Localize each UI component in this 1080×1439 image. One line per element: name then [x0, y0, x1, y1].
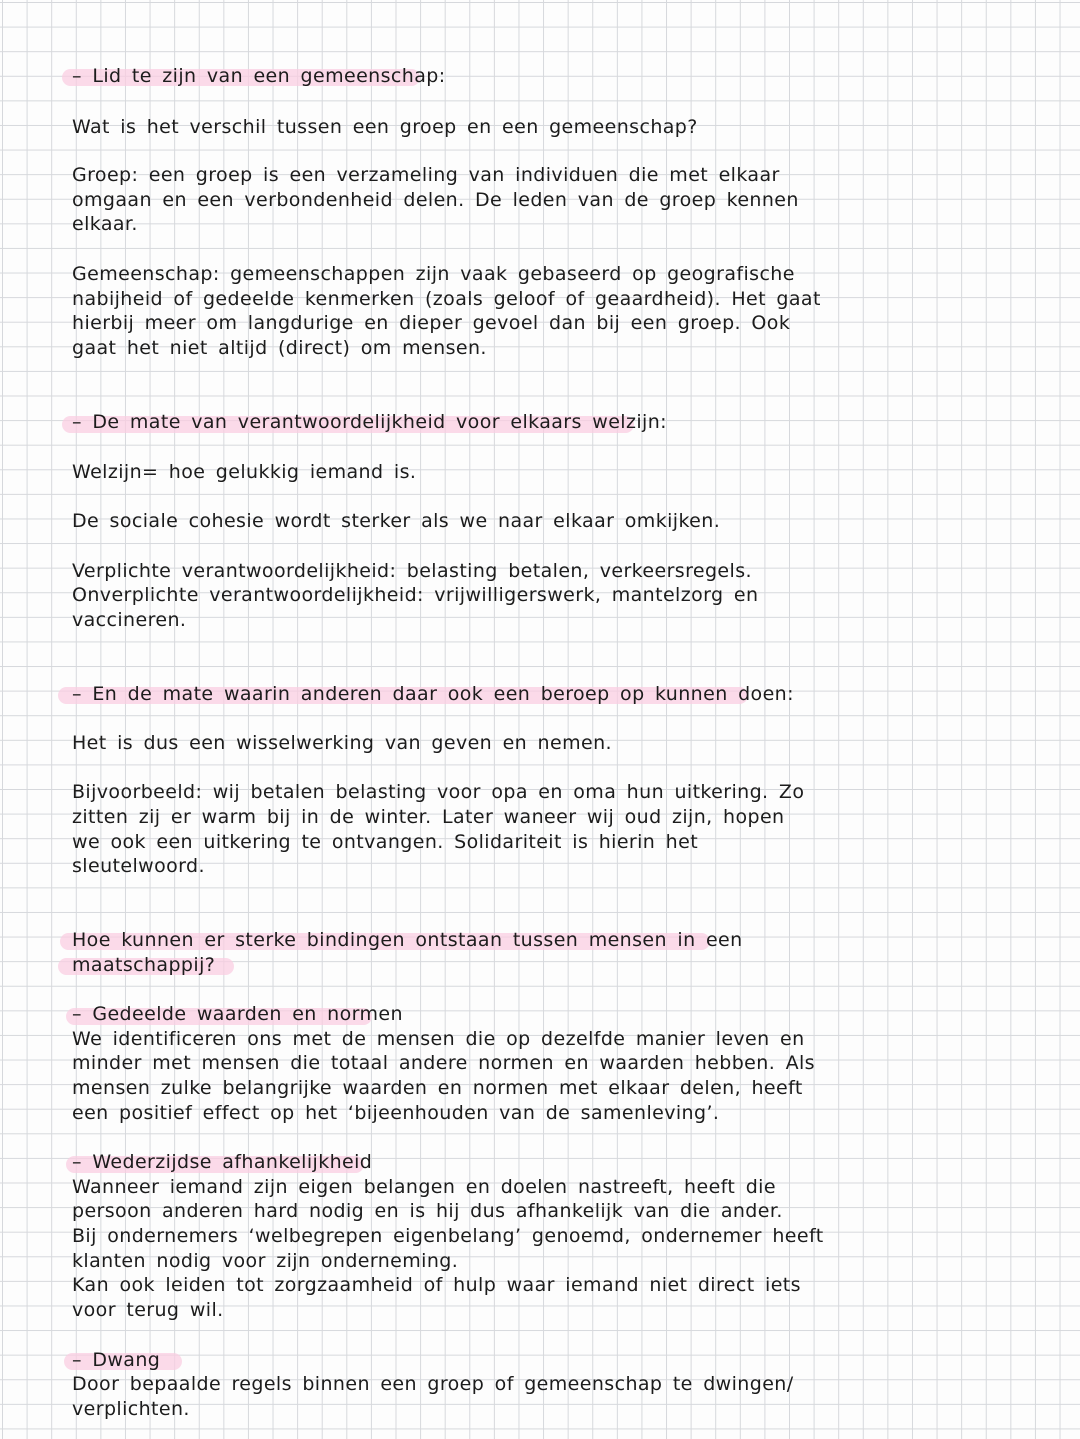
- paragraph-line: we ook een uitkering te ontvangen. Solidariteit is hierin het: [72, 831, 699, 853]
- paragraph-line: een positief effect op het ‘bijeenhouden van de samenleving’.: [72, 1102, 720, 1124]
- paragraph-line: voor terug wil.: [72, 1299, 224, 1321]
- paragraph-line: Bij ondernemers ‘welbegrepen eigenbelang’ genoemd, ondernemer heeft: [72, 1225, 824, 1247]
- subheading-waarden-normen: – Gedeelde waarden en normen: [72, 1003, 403, 1025]
- paragraph-line: Het is dus een wisselwerking van geven en nemen.: [72, 732, 612, 754]
- subheading-dwang: – Dwang: [72, 1349, 161, 1371]
- paragraph-line: Wanneer iemand zijn eigen belangen en doelen nastreeft, heeft die: [72, 1176, 776, 1198]
- paragraph-line: persoon anderen hard nodig en is hij dus afhankelijk van die ander.: [72, 1200, 783, 1222]
- paragraph-line: Onverplichte verantwoordelijkheid: vrijwilligerswerk, mantelzorg en: [72, 584, 759, 606]
- heading-bindingen-cont: maatschappij?: [72, 954, 216, 976]
- paragraph-line: sleutelwoord.: [72, 855, 205, 877]
- paragraph-line: klanten nodig voor zijn onderneming.: [72, 1250, 459, 1272]
- paragraph-line: We identificeren ons met de mensen die op dezelfde manier leven en: [72, 1028, 805, 1050]
- paragraph-line: Groep: een groep is een verzameling van individuen die met elkaar: [72, 164, 780, 186]
- question-text: Wat is het verschil tussen een groep en een gemeenschap?: [72, 116, 698, 138]
- paragraph-line: Kan ook leiden tot zorgzaamheid of hulp waar iemand niet direct iets: [72, 1274, 801, 1296]
- paragraph-line: gaat het niet altijd (direct) om mensen.: [72, 337, 487, 359]
- paragraph-line: zitten zij er warm bij in de winter. Later waneer wij oud zijn, hopen: [72, 806, 785, 828]
- paragraph-line: vaccineren.: [72, 609, 187, 631]
- paragraph-line: minder met mensen die totaal andere normen en waarden hebben. Als: [72, 1052, 815, 1074]
- heading-lid-gemeenschap: – Lid te zijn van een gemeenschap:: [72, 65, 446, 87]
- heading-beroep: – En de mate waarin anderen daar ook een beroep op kunnen doen:: [72, 683, 794, 705]
- paragraph-line: Door bepaalde regels binnen een groep of gemeenschap te dwingen/: [72, 1373, 794, 1395]
- paragraph-line: verplichten.: [72, 1398, 190, 1420]
- heading-bindingen: Hoe kunnen er sterke bindingen ontstaan tussen mensen in een: [72, 929, 743, 951]
- paragraph-line: nabijheid of gedeelde kenmerken (zoals geloof of geaardheid). Het gaat: [72, 288, 821, 310]
- paragraph-line: omgaan en een verbondenheid delen. De leden van de groep kennen: [72, 189, 799, 211]
- paragraph-line: Gemeenschap: gemeenschappen zijn vaak gebaseerd op geografische: [72, 263, 795, 285]
- paragraph-line: Verplichte verantwoordelijkheid: belasting betalen, verkeersregels.: [72, 560, 752, 582]
- heading-verantwoordelijkheid: – De mate van verantwoordelijkheid voor elkaars welzijn:: [72, 411, 667, 433]
- paragraph-line: mensen zulke belangrijke waarden en normen met elkaar delen, heeft: [72, 1077, 803, 1099]
- paragraph-line: Bijvoorbeeld: wij betalen belasting voor opa en oma hun uitkering. Zo: [72, 781, 805, 803]
- paragraph-line: De sociale cohesie wordt sterker als we naar elkaar omkijken.: [72, 510, 721, 532]
- paragraph-line: hierbij meer om langdurige en dieper gevoel dan bij een groep. Ook: [72, 312, 791, 334]
- paragraph-line: elkaar.: [72, 213, 138, 235]
- subheading-afhankelijkheid: – Wederzijdse afhankelijkheid: [72, 1151, 373, 1173]
- paragraph-line: Welzijn= hoe gelukkig iemand is.: [72, 461, 417, 483]
